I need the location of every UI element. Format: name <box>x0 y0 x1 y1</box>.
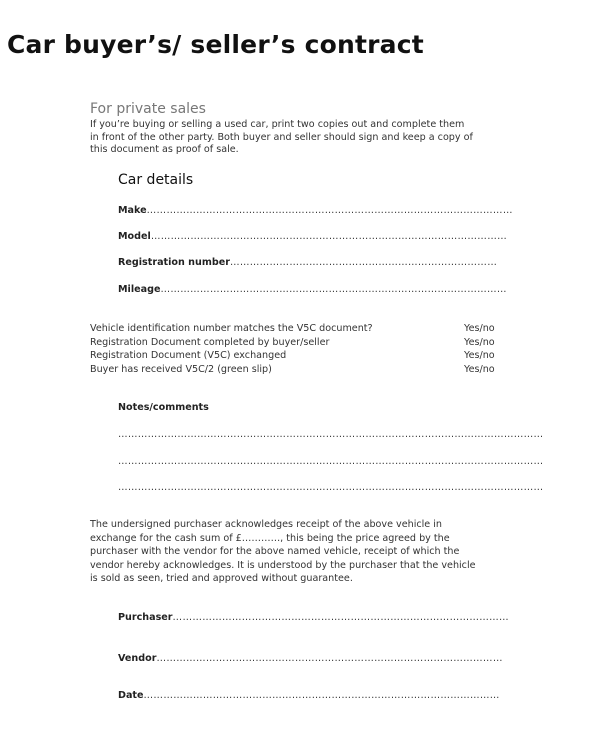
notes-dotted-line: ………………………………………………………………………………………………………………… <box>118 429 544 440</box>
check-answer: Yes/no <box>464 336 495 348</box>
page-title: Car buyer’s/ seller’s contract <box>7 30 424 59</box>
mileage-label: Mileage <box>118 284 161 295</box>
vendor-label: Vendor <box>118 653 157 664</box>
registration-field <box>118 257 498 268</box>
declaration-line: exchange for the cash sum of £…………, this being the price agreed by the <box>90 532 450 544</box>
check-text: Buyer has received V5C/2 (green slip) <box>90 363 272 375</box>
notes-dotted-line: ………………………………………………………………………………………………………………… <box>118 456 544 467</box>
vendor-dotted-line: …………………………………………………………………………………………… <box>156 653 503 664</box>
declaration-line: vendor hereby acknowledges. It is understood by the purchaser that the vehicle <box>90 559 476 571</box>
intro-paragraph <box>90 119 530 157</box>
check-row <box>90 322 500 336</box>
model-field <box>118 231 507 242</box>
purchaser-label: Purchaser <box>118 612 173 623</box>
check-row <box>90 336 500 350</box>
make-dotted-line: ………………………………………………………………………………………………… <box>146 205 513 216</box>
intro-line: If you’re buying or selling a used car, print two copies out and complete them <box>90 119 465 130</box>
declaration-line: purchaser with the vendor for the above named vehicle, receipt of which the <box>90 546 460 557</box>
make-label: Make <box>118 205 147 216</box>
checklist <box>90 322 500 376</box>
declaration-paragraph <box>90 518 510 586</box>
mileage-field <box>118 284 507 295</box>
purchaser-dotted-line: ………………………………………………………………………………………… <box>172 612 509 623</box>
date-dotted-line: ……………………………………………………………………………………………… <box>143 690 500 701</box>
model-label: Model <box>118 231 151 242</box>
purchaser-field <box>118 612 509 623</box>
check-answer: Yes/no <box>464 350 495 361</box>
date-field <box>118 690 500 701</box>
check-answer: Yes/no <box>464 323 495 334</box>
intro-line: in front of the other party. Both buyer and seller should sign and keep a copy of <box>90 131 473 143</box>
car-details-heading: Car details <box>118 172 194 188</box>
registration-dotted-line: ……………………………………………………………………… <box>229 257 498 268</box>
check-row <box>90 349 500 363</box>
check-row <box>90 363 500 377</box>
page-subtitle: For private sales <box>90 101 206 117</box>
vendor-field <box>118 653 503 664</box>
mileage-dotted-line: …………………………………………………………………………………………… <box>160 284 507 295</box>
declaration-line: is sold as seen, tried and approved without guarantee. <box>90 573 353 584</box>
declaration-line: The undersigned purchaser acknowledges receipt of the above vehicle in <box>90 519 443 530</box>
make-field <box>118 205 513 216</box>
date-label: Date <box>118 690 144 701</box>
intro-line: this document as proof of sale. <box>90 144 239 155</box>
check-text: Registration Document completed by buyer/seller <box>90 336 330 348</box>
check-text: Registration Document (V5C) exchanged <box>90 350 287 361</box>
check-answer: Yes/no <box>464 363 495 375</box>
model-dotted-line: ……………………………………………………………………………………………… <box>150 231 507 242</box>
notes-dotted-line: ………………………………………………………………………………………………………………… <box>118 482 544 493</box>
check-text: Vehicle identification number matches the V5C document? <box>90 323 373 334</box>
notes-heading: Notes/comments <box>118 402 209 413</box>
registration-label: Registration number <box>118 257 230 268</box>
